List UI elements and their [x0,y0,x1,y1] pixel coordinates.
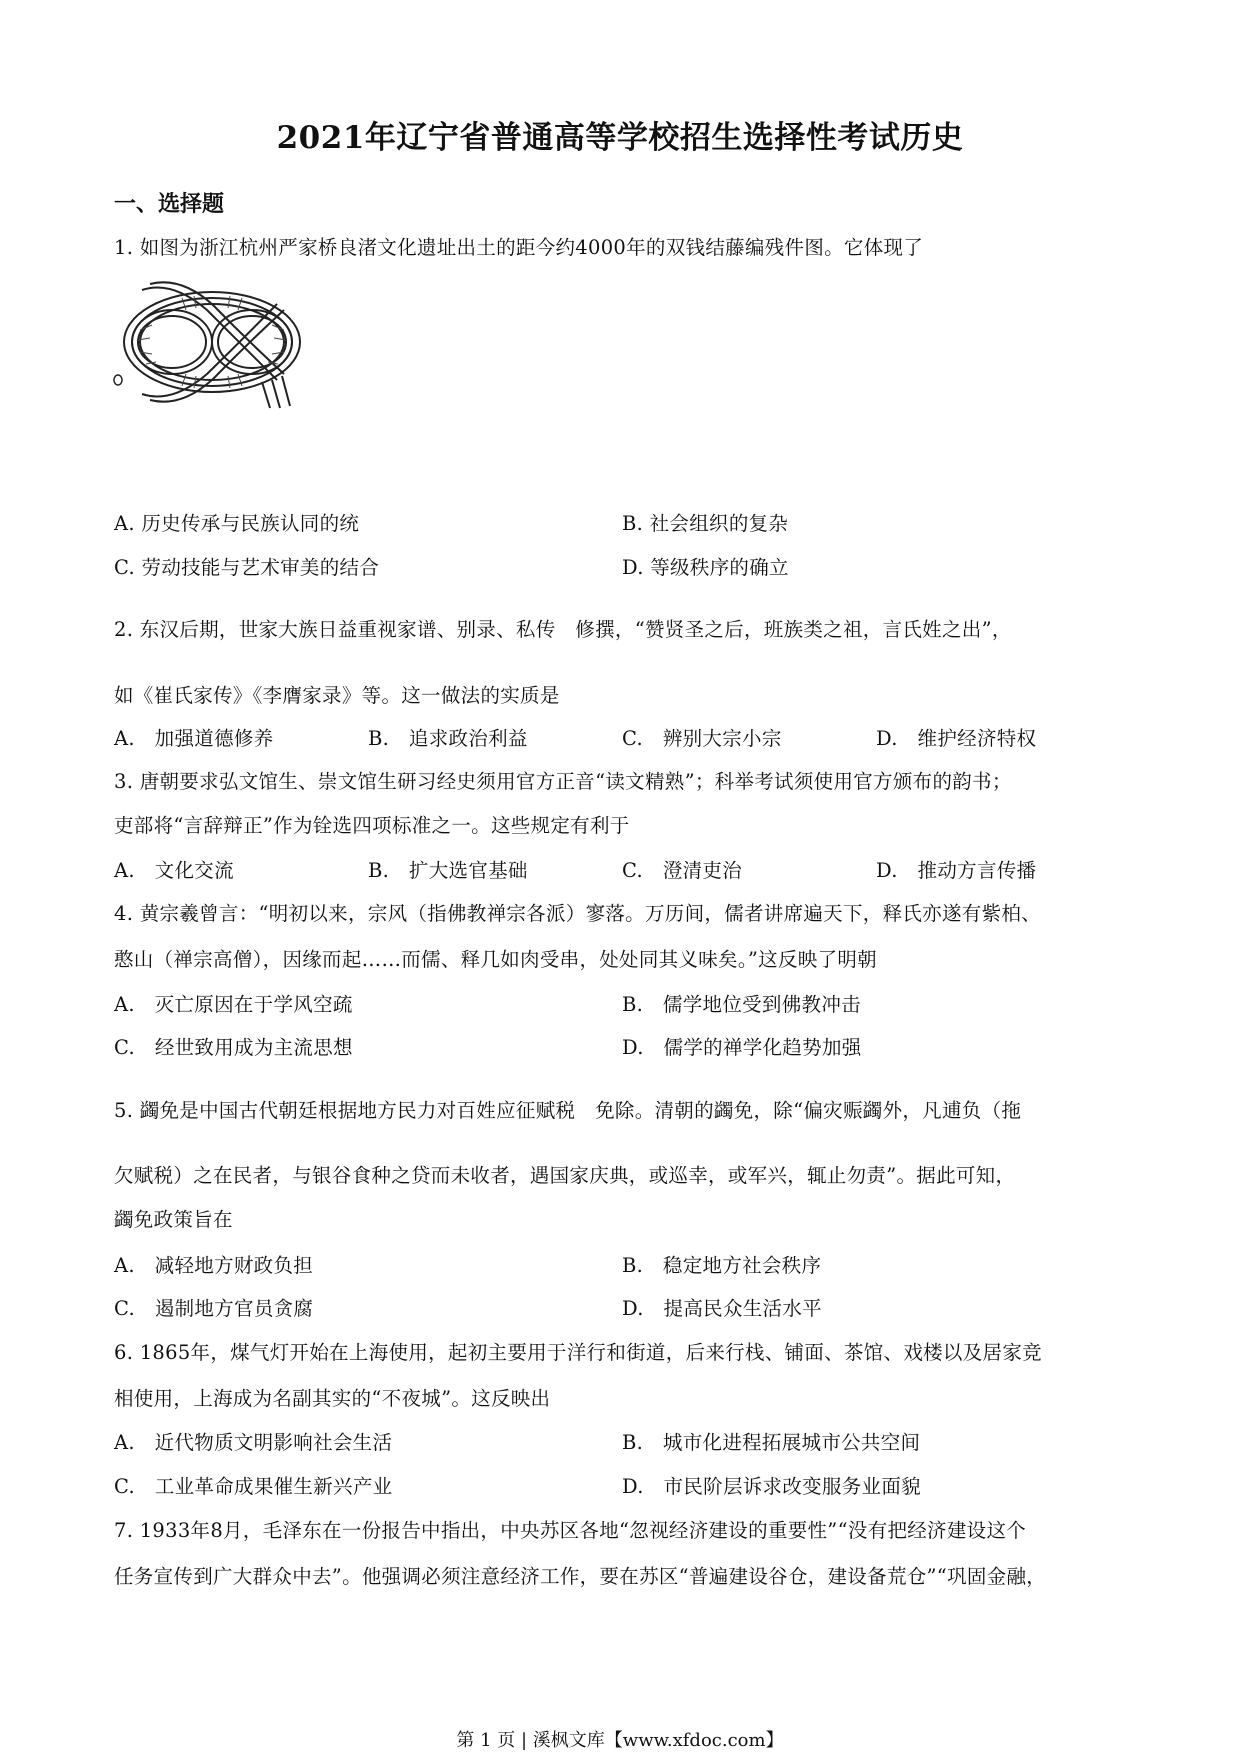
question-4-line-2: 憨山（禅宗高僧），因缘而起……而儒、释几如肉受串，处处同其义味矣。”这反映了明朝 [114,948,877,971]
question-5-option-a: A. 减轻地方财政负担 [114,1254,314,1277]
question-1-line-1: 1. 如图为浙江杭州严家桥良渚文化遗址出土的距今约4000年的双钱结藤编残件图。它体现了 [114,236,924,259]
question-1-option-b: B. 社会组织的复杂 [622,512,789,535]
question-5-line-1: 5. 蠲免是中国古代朝廷根据地方民力对百姓应征赋税 免除。清朝的蠲免，除“偏灾赈蠲外，凡逋负（拖 [114,1099,1022,1122]
question-6-option-b: B. 城市化进程拓展城市公共空间 [622,1431,921,1454]
question-6-line-1: 6. 1865年，煤气灯开始在上海使用，起初主要用于洋行和街道，后来行栈、铺面、茶馆、戏楼以及居家竞 [114,1341,1042,1364]
page-title: 2021年辽宁省普通高等学校招生选择性考试历史 [276,120,964,156]
question-4-option-a: A. 灭亡原因在于学风空疏 [114,993,353,1016]
question-3-option-c: C. 澄清吏治 [622,859,743,882]
section-heading: 一、选择题 [114,191,225,217]
question-3-option-d: D. 推动方言传播 [876,859,1037,882]
double-coin-knot-rattan-figure [112,270,322,410]
question-4-line-1: 4. 黄宗羲曾言：“明初以来，宗风（指佛教禅宗各派）寥落。万历间，儒者讲席遍天下，释氏亦遂有紫柏、 [114,902,1041,925]
question-1-option-c: C. 劳动技能与艺术审美的结合 [114,556,380,579]
question-4-option-d: D. 儒学的禅学化趋势加强 [622,1036,862,1059]
question-6-option-a: A. 近代物质文明影响社会生活 [114,1431,393,1454]
question-4-option-b: B. 儒学地位受到佛教冲击 [622,993,861,1016]
question-2-option-b: B. 追求政治利益 [368,727,528,750]
question-2-option-d: D. 维护经济特权 [876,727,1037,750]
question-5-option-d: D. 提高民众生活水平 [622,1297,822,1320]
question-2-option-a: A. 加强道德修养 [114,727,274,750]
question-3-option-b: B. 扩大选官基础 [368,859,528,882]
question-2-option-c: C. 辨别大宗小宗 [622,727,782,750]
question-5-line-2: 欠赋税）之在民者，与银谷食种之贷而未收者，遇国家庆典，或巡幸，或军兴，辄止勿责”。据此可知， [114,1164,1016,1187]
question-2-line-2: 如《崔氏家传》《李膺家录》等。这一做法的实质是 [114,684,560,707]
question-5-option-c: C. 遏制地方官员贪腐 [114,1297,314,1320]
question-4-option-c: C. 经世致用成为主流思想 [114,1036,353,1059]
question-6-line-2: 相使用，上海成为名副其实的“不夜城”。这反映出 [114,1387,551,1410]
question-3-line-2: 吏部将“言辞辩正”作为铨选四项标准之一。这些规定有利于 [114,814,630,837]
question-7-line-2: 任务宣传到广大群众中去”。他强调必须注意经济工作，要在苏区“普遍建设谷仓，建设备荒仓”“巩固金融， [114,1565,1047,1588]
question-1-option-a: A. 历史传承与民族认同的统 [114,512,360,535]
question-2-line-1: 2. 东汉后期，世家大族日益重视家谱、别录、私传 修撰，“赞贤圣之后，班族类之祖，言氏姓之出”， [114,618,1012,641]
question-6-option-d: D. 市民阶层诉求改变服务业面貌 [622,1475,921,1498]
question-6-option-c: C. 工业革命成果催生新兴产业 [114,1475,393,1498]
question-5-option-b: B. 稳定地方社会秩序 [622,1254,822,1277]
question-3-line-1: 3. 唐朝要求弘文馆生、崇文馆生研习经史须用官方正音“读文精熟”；科举考试须使用官方颁布的韵书； [114,770,1012,793]
page-footer: 第 1 页 | 溪枫文库【www.xfdoc.com】 [456,1730,784,1751]
question-1-option-d: D. 等级秩序的确立 [622,556,789,579]
question-5-line-3: 蠲免政策旨在 [114,1208,233,1231]
question-3-option-a: A. 文化交流 [114,859,234,882]
question-7-line-1: 7. 1933年8月，毛泽东在一份报告中指出，中央苏区各地“忽视经济建设的重要性”“没有把经济建设这个 [114,1519,1027,1542]
